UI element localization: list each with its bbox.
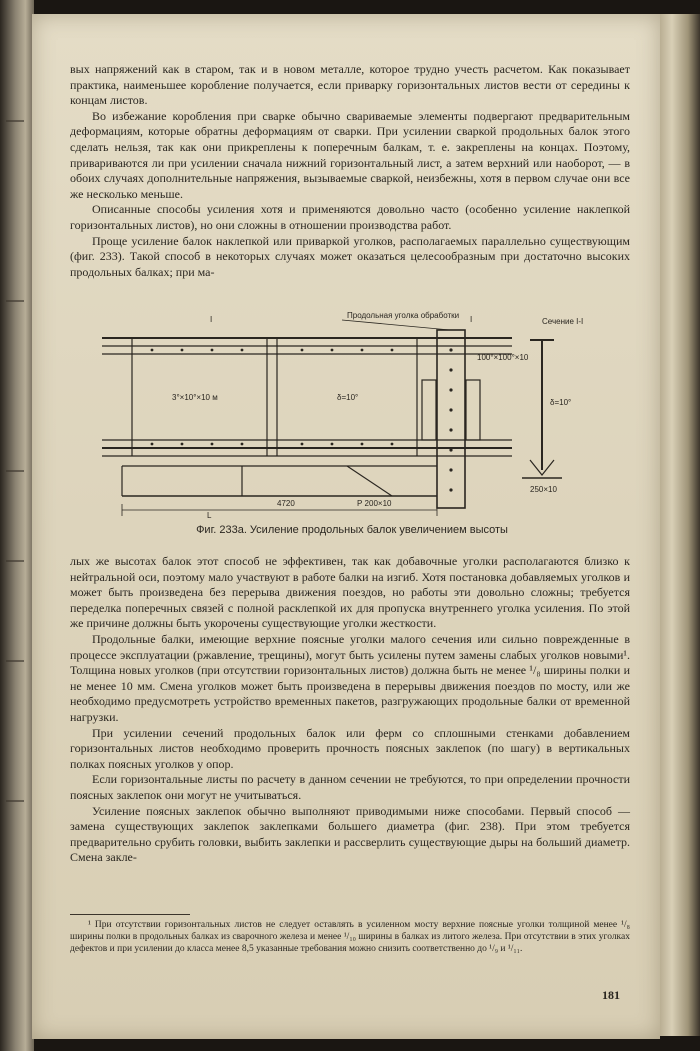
label-dim-right: 100°×100°×10 [477, 353, 529, 362]
text-top [70, 62, 630, 280]
label-base: 250×10 [530, 485, 557, 494]
footnote [70, 919, 630, 955]
label-i-right: I [470, 315, 473, 324]
paragraph-7: При усилении сечений продольных балок или ферм со сплошными стенками добавлением горизонтальных листов необходимо проверить прочность поясных заклепок (по шагу) в вертикальных полках поясных уголков у опор. [70, 725, 630, 771]
book-page [32, 14, 660, 1039]
paragraph-9: Усиление поясных заклепок обычно выполняют приводимыми ниже способами. Первый способ — замена существующих заклепок заклепками большего диаметра (фиг. 238). При этом требуется предварительно срубить головки, выбить заклепки и рассверлить существующие дыры на больший диаметр. Смена закле- [70, 803, 630, 865]
paragraph-8: Если горизонтальные листы по расчету в данном сечении не требуются, то при определении прочности поясных заклепок они могут не учитываться. [70, 772, 630, 802]
paragraph-6: Продольные балки, имеющие верхние поясные уголки малого сечения или сильно поврежденные в процессе эксплуатации (ржавление, трещины), могут быть усилены путем замены слабых уголков новыми¹. Толщина новых уголков (при отсутствии горизонтальных листов) должна быть не менее ¹/₈ ширины полки и не менее 10 мм. Смена уголков может быть произведена в перерывы движения поездов по мосту, или же необходимо предусмотреть устройство временных пакетов, разгружающих продольные балки от временной нагрузки. [70, 631, 630, 724]
label-section: Сечение I-I [542, 317, 584, 326]
label-plate-mid: δ=10° [337, 393, 359, 402]
label-plate-left: 3°×10°×10 м [172, 393, 218, 402]
label-vert: δ=10° [550, 398, 572, 407]
page-edge [660, 14, 700, 1036]
page-number: 181 [602, 988, 620, 1002]
label-len1: 4720 [277, 499, 295, 508]
paragraph-4: Проще усиление балок наклепкой или приваркой уголков, располагаемых параллельно существующим (фиг. 233). Такой способ в некоторых случаях может оказаться целесообразным при достаточно высоких продольных балках; при ма- [70, 233, 630, 279]
label-total: L [207, 511, 212, 520]
label-i-left: I [210, 315, 213, 324]
book-spine [0, 0, 34, 1051]
label-len2: Р 200×10 [357, 499, 392, 508]
figure-caption: Фиг. 233а. Усиление продольных балок увеличением высоты [196, 524, 508, 536]
beam-drawing [92, 310, 612, 520]
footnote-text: ¹ При отсутствии горизонтальных листов не следует оставлять в усиленном мосту верхние поясные уголки толщиной менее ¹/₈ ширины полки в продольных балках из сварочного железа и менее ¹/₁₀ ширины в балках из литого железа. При отсутствии в этих уголках дефектов и при усилении до класса менее 8,5 указанные требования можно снизить соответственно до ¹/₉ и ¹/₁₁. [70, 920, 630, 954]
paragraph-1: вых напряжений как в старом, так и в новом металле, которое трудно учесть расчетом. Как показывает практика, наименьшее коробление получается, если приварку горизонтальных листов вести от середины к концам листов. [70, 62, 630, 108]
paragraph-3: Описанные способы усиления хотя и применяются довольно часто (особенно усиление наклепкой горизонтальных листов), но они сложны в отношении производства работ. [70, 202, 630, 232]
label-top: Продольная уголка обработки [347, 311, 460, 320]
text-bottom [70, 554, 630, 866]
paragraph-5: лых же высотах балок этот способ не эффективен, так как добавочные уголки располагаются близко к нейтральной оси, поэтому мало участвуют в работе балки на изгиб. Хотя постановка добавляемых уголков и может быть произведена без перерыва движения поездов, но работы эти довольно сложны; требуется переделка поперечных связей с полной расклепкой их для пропуска внутреннего уголка усиления. По этой же причине должны быть укорочены существующие уголки жесткости. [70, 554, 630, 631]
paragraph-2: Во избежание коробления при сварке обычно свариваемые элементы подвергают предварительным деформациям, которые обратны деформациям от сварки. При усилении сваркой продольных балок этого сделать нельзя, так как они прикреплены к поперечным балкам, т. е. закреплены на концах. Поэтому, привариваются ли при усилении сначала нижний горизонтальный лист, а затем верхний или наоборот, — в обоих случаях дополнительные напряжения, вызываемые сваркой, неизбежны, хотя в первом случае они все же несколько меньше. [70, 108, 630, 201]
footnote-rule [70, 914, 190, 915]
